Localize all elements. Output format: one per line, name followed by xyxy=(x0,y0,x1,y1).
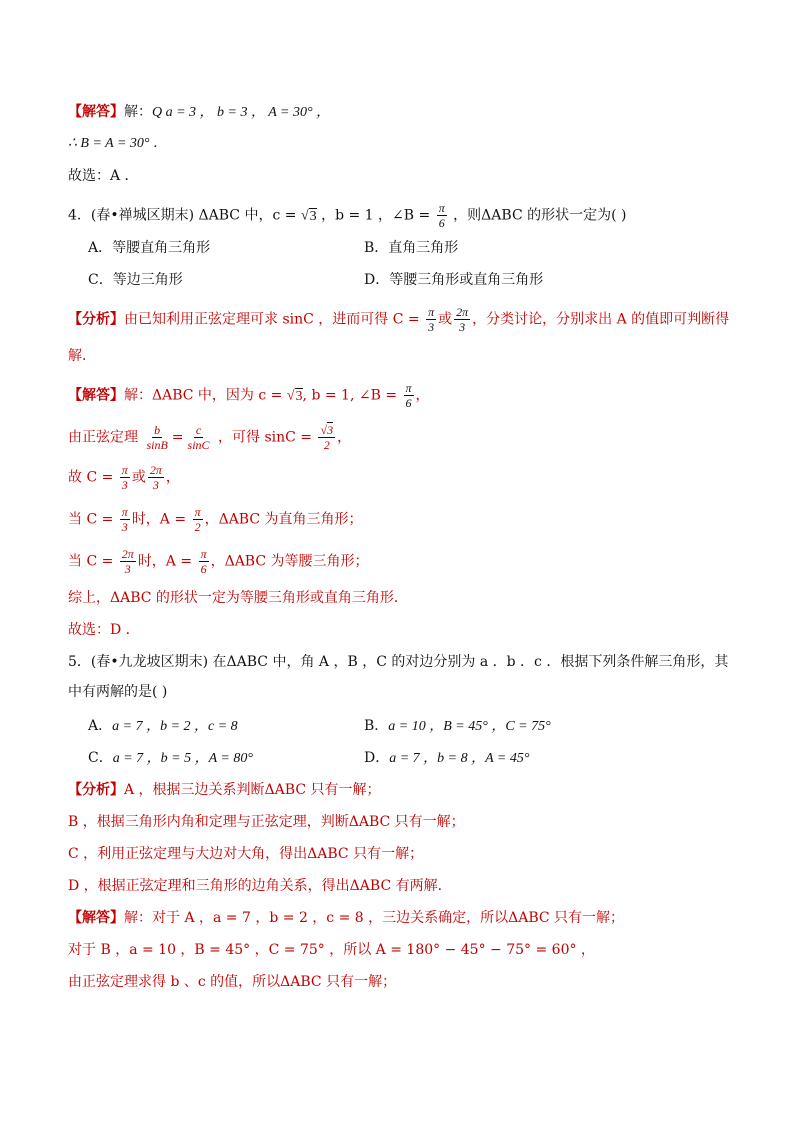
denominator: 6 xyxy=(200,562,207,576)
fraction xyxy=(199,548,209,575)
fraction xyxy=(318,424,335,451)
law-post: ， xyxy=(337,429,352,446)
denominator: 3 xyxy=(121,520,128,534)
numerator: π xyxy=(405,381,412,395)
answer-text: 解：对于 A ，a = 7 ，b = 2 ，c = 8 ，三边关系确定，所以ΔABC 只有一解； xyxy=(124,910,625,926)
denominator: sinB xyxy=(146,438,168,452)
case1-mid: 时，A = xyxy=(131,511,187,528)
numerator: b xyxy=(154,423,161,437)
q4-stem-pre: 4．(春•禅城区期末) ΔABC 中，c = xyxy=(68,207,297,224)
option-text: a = 7 ，b = 5 ，A = 80° xyxy=(112,751,253,766)
fraction xyxy=(120,548,136,575)
q5-analysis-line-2: B ，根据三角形内角和定理与正弦定理，判断ΔABC 只有一解； xyxy=(68,814,465,830)
numerator: √3 xyxy=(320,423,334,437)
answer-intro: 解： xyxy=(124,104,152,120)
q3-choice-line: 故选：A ． xyxy=(68,168,139,184)
so-post: ， xyxy=(165,469,180,486)
q5-option-c xyxy=(88,748,253,769)
option-letter: B． xyxy=(364,240,389,256)
denominator: 2 xyxy=(323,438,330,452)
analysis-pre: 由已知利用正弦定理可求 sinC ，进而可得 C = xyxy=(124,311,420,328)
fraction xyxy=(193,506,203,533)
q3-therefore-line: ∴ B = A = 30° ． xyxy=(68,136,167,151)
option-text: 等边三角形 xyxy=(112,272,183,288)
q3-answer-line xyxy=(68,102,734,123)
answer-label: 【解答】 xyxy=(68,104,124,120)
option-text: 等腰三角形或直角三角形 xyxy=(389,272,544,288)
q5-option-b xyxy=(364,716,551,737)
denominator: 2 xyxy=(194,520,201,534)
case2-pre: 当 C = xyxy=(68,553,114,570)
sqrt: √3 xyxy=(300,208,317,224)
q5-analysis-line-3: C ，利用正弦定理与大边对大角，得出ΔABC 只有一解； xyxy=(68,846,424,862)
answer-post: ， xyxy=(415,387,430,404)
denominator: 6 xyxy=(405,396,412,410)
denominator: 3 xyxy=(428,320,435,334)
q5-analysis-line-1 xyxy=(68,780,734,800)
fraction xyxy=(454,306,470,333)
denominator: 3 xyxy=(459,320,466,334)
q4-choice-line: 故选：D ． xyxy=(68,622,140,638)
fraction xyxy=(120,506,130,533)
q5-option-d xyxy=(364,748,529,769)
numerator: 2π xyxy=(149,463,162,477)
analysis-post: ，分类讨论，分别求出 A 的值即可判断得 xyxy=(472,311,730,328)
numerator: π xyxy=(428,305,435,319)
numerator: π xyxy=(438,201,445,215)
q5-analysis-line-4: D ，根据正弦定理和三角形的边角关系，得出ΔABC 有两解． xyxy=(68,878,452,894)
numerator: π xyxy=(200,547,207,561)
analysis-text: A ，根据三边关系判断ΔABC 只有一解； xyxy=(124,782,381,798)
q4-option-b xyxy=(364,238,458,258)
case2-mid: 时，A = xyxy=(137,553,193,570)
fraction xyxy=(426,306,436,333)
q4-stem-mid: ，b = 1 ，∠B = xyxy=(321,207,431,224)
fraction xyxy=(437,202,447,229)
answer-label: 【解答】 xyxy=(68,387,124,404)
denominator: sinC xyxy=(187,438,210,452)
option-text: 等腰直角三角形 xyxy=(112,240,211,256)
law-mid: ，可得 sinC = xyxy=(218,429,313,446)
numerator: π xyxy=(121,505,128,519)
q4-summary-line: 综上，ΔABC 的形状一定为等腰三角形或直角三角形． xyxy=(68,590,408,606)
so-or: 或 xyxy=(131,469,146,486)
fraction xyxy=(120,464,130,491)
fraction xyxy=(148,464,164,491)
q4-analysis-end: 解． xyxy=(68,348,96,364)
option-text: a = 7 ，b = 8 ，A = 45° xyxy=(389,751,530,766)
option-letter: A． xyxy=(88,240,113,256)
q5-option-a xyxy=(88,716,238,737)
sqrt-radicand: 3 xyxy=(327,423,334,437)
q5-answer-line-1 xyxy=(68,908,734,928)
case1-post: ，ΔABC 为直角三角形； xyxy=(204,511,363,528)
fraction xyxy=(404,382,414,409)
answer-pre: 解：ΔABC 中，因为 c = xyxy=(124,387,283,404)
option-letter: D． xyxy=(364,750,390,766)
numerator: c xyxy=(195,423,202,437)
law-pre: 由正弦定理 xyxy=(68,429,138,446)
option-text: a = 7 ，b = 2 ，c = 8 xyxy=(112,719,238,734)
numerator: 2π xyxy=(121,547,134,561)
option-letter: A． xyxy=(88,718,113,734)
denominator: 3 xyxy=(124,562,131,576)
so-pre: 故 C = xyxy=(68,469,114,486)
q4-case2-line xyxy=(68,548,734,575)
q4-option-d xyxy=(364,270,543,290)
answer-mid: , b = 1, ∠B = xyxy=(302,387,398,404)
q5-stem-line-1: 5．(春•九龙坡区期末) 在ΔABC 中，角 A ，B ，C 的对边分别为 a ．b ．c ．根据下列条件解三角形，其 xyxy=(68,654,729,670)
sqrt-radicand: 3 xyxy=(295,388,303,404)
option-text: a = 10 ，B = 45° ，C = 75° xyxy=(388,719,551,734)
fraction xyxy=(186,424,212,451)
option-letter: C． xyxy=(88,750,113,766)
q4-option-c xyxy=(88,270,183,290)
option-letter: C． xyxy=(88,272,113,288)
denominator: 6 xyxy=(438,216,445,230)
sqrt-radicand: 3 xyxy=(309,208,317,224)
q4-answer-line xyxy=(68,382,734,409)
q4-stem xyxy=(68,202,734,229)
numerator: π xyxy=(194,505,201,519)
numerator: 2π xyxy=(456,305,469,319)
denominator: 3 xyxy=(121,478,128,492)
q5-stem-line-2: 中有两解的是( ) xyxy=(68,684,168,700)
q4-analysis-line xyxy=(68,306,734,333)
numerator: π xyxy=(121,463,128,477)
q5-answer-line-2: 对于 B ，a = 10 ，B = 45° ，C = 75° ，所以 A = 180° − 45° − 75° = 60° ， xyxy=(68,942,595,958)
q4-case1-line xyxy=(68,506,734,533)
analysis-label: 【分析】 xyxy=(68,782,124,798)
option-letter: B． xyxy=(364,718,389,734)
case2-post: ，ΔABC 为等腰三角形； xyxy=(210,553,369,570)
answer-math: Q a = 3 ， b = 3 ， A = 30° ， xyxy=(152,105,331,120)
q4-law-line xyxy=(68,424,734,451)
sqrt: √3 xyxy=(286,388,303,404)
q4-option-a xyxy=(88,238,210,258)
analysis-label: 【分析】 xyxy=(68,311,124,328)
denominator: 3 xyxy=(152,478,159,492)
answer-label: 【解答】 xyxy=(68,910,124,926)
option-letter: D． xyxy=(364,272,390,288)
fraction xyxy=(144,424,169,451)
q4-stem-post: ，则ΔABC 的形状一定为( ) xyxy=(453,207,627,224)
case1-pre: 当 C = xyxy=(68,511,114,528)
analysis-or: 或 xyxy=(438,311,453,328)
q5-answer-line-3: 由正弦定理求得 b 、c 的值，所以ΔABC 只有一解； xyxy=(68,974,397,990)
equals: = xyxy=(171,429,184,446)
option-text: 直角三角形 xyxy=(388,240,459,256)
q4-so-line xyxy=(68,464,734,491)
